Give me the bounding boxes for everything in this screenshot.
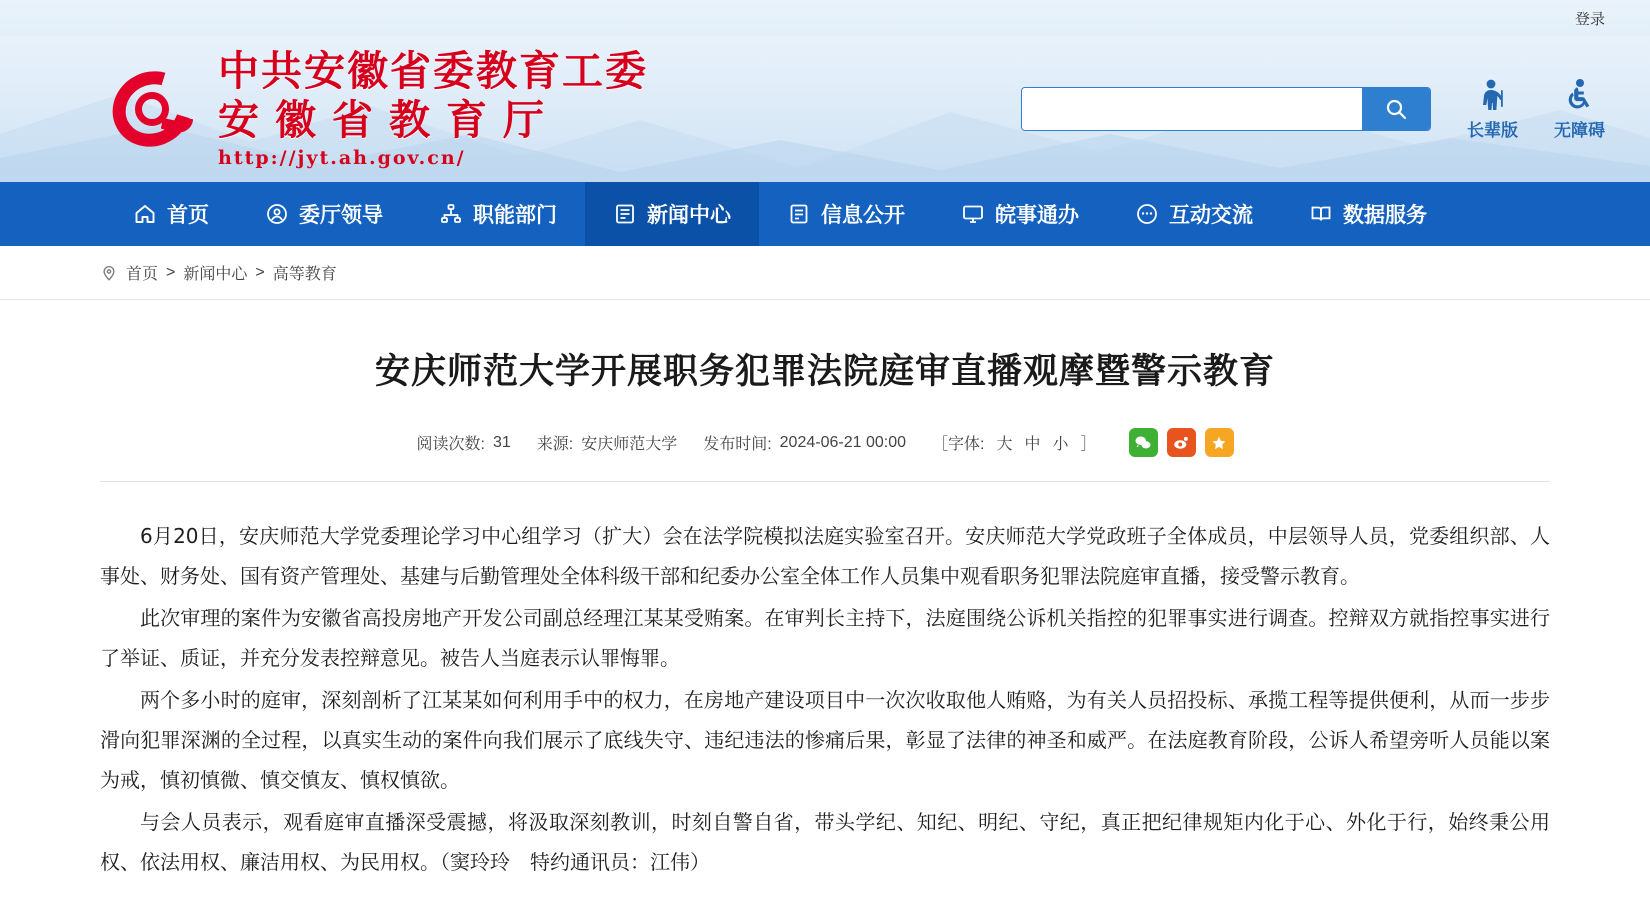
favorite-share-icon[interactable]: [1205, 428, 1234, 457]
elder-mode-button[interactable]: [1467, 78, 1518, 141]
nav-item-interaction[interactable]: [1107, 182, 1281, 246]
article-paragraph: 与会人员表示，观看庭审直播深受震撼，将汲取深刻教训，时刻自警自省，带头学纪、知纪、明纪、守纪，真正把纪律规矩内化于心、外化于行，始终秉公用权、依法用权、廉洁用权、为民用权。（窦玲玲 特约通讯员：江伟）: [100, 810, 1550, 874]
nav-item-information-disclosure[interactable]: [759, 182, 933, 246]
article-meta: [100, 428, 1550, 457]
logo-line-2: 安徽省教育厅: [218, 95, 560, 144]
source-label: 来源:: [536, 436, 574, 453]
location-icon: [100, 264, 118, 282]
wechat-glyph-icon: [1134, 434, 1152, 452]
wheelchair-icon: [1564, 78, 1596, 110]
breadcrumb-item-home[interactable]: 首页: [126, 266, 159, 283]
breadcrumb-separator: >: [255, 263, 265, 281]
elder-mode-label: 长辈版: [1467, 120, 1518, 140]
elder-icon: [1477, 78, 1509, 110]
login-link[interactable]: 登录: [1574, 10, 1605, 28]
breadcrumb-item-higher-education[interactable]: 高等教育: [272, 266, 337, 283]
breadcrumb-item-news-center[interactable]: 新闻中心: [183, 266, 248, 283]
site-logo[interactable]: [110, 46, 648, 169]
breadcrumb: [0, 246, 1650, 300]
nav-item-home[interactable]: [105, 182, 237, 246]
nav-item-departments[interactable]: [411, 182, 585, 246]
article-body: [100, 516, 1550, 882]
weibo-glyph-icon: [1172, 434, 1190, 452]
page-title: 安庆师范大学开展职务犯罪法院庭审直播观摩暨警示教育: [374, 352, 1275, 391]
nav-label-news-center: 新闻中心: [647, 204, 731, 227]
nav-label-interaction: 互动交流: [1169, 204, 1253, 227]
search-icon: [1384, 97, 1408, 121]
nav-label-information-disclosure: 信息公开: [821, 204, 905, 227]
wechat-share-icon[interactable]: [1129, 428, 1158, 457]
weibo-share-icon[interactable]: [1167, 428, 1196, 457]
star-glyph-icon: [1210, 434, 1228, 452]
font-size-large[interactable]: 大: [996, 436, 1013, 453]
article-paragraph: 此次审理的案件为安徽省高投房地产开发公司副总经理江某某受贿案。在审判长主持下，法庭围绕公诉机关指控的犯罪事实进行调查。控辩双方就指控事实进行了举证、质证，并充分发表控辩意见。被告人当庭表示认罪悔罪。: [100, 606, 1550, 670]
search-input[interactable]: [1022, 88, 1362, 130]
nav-item-data-service[interactable]: [1281, 182, 1455, 246]
site-header: [0, 36, 1650, 182]
accessibility-mode-label: 无障碍: [1554, 120, 1605, 140]
main-navigation: [0, 182, 1650, 246]
share-buttons: [1129, 428, 1234, 457]
source-value: 安庆师范大学: [581, 436, 678, 453]
nav-label-home: 首页: [167, 204, 209, 227]
font-size-close-bracket: ］: [1080, 436, 1097, 453]
article-paragraph: 两个多小时的庭审，深刻剖析了江某某如何利用手中的权力，在房地产建设项目中一次次收取他人贿赂，为有关人员招投标、承揽工程等提供便利，从而一步步滑向犯罪深渊的全过程，以真实生动的案件向我们展示了底线失守、违纪违法的惨痛后果，彰显了法律的神圣和威严。在法庭教育阶段，公诉人希望旁听人员能以案为戒，慎初慎微、慎交慎友、慎权慎欲。: [100, 688, 1550, 792]
document-icon: [787, 202, 811, 226]
article-paragraph: 6月20日，安庆师范大学党委理论学习中心组学习（扩大）会在法学院模拟法庭实验室召开。安庆师范大学党政班子全体成员，中层领导人员，党委组织部、人事处、财务处、国有资产管理处、基建与后勤管理处全体科级干部和纪委办公室全体工作人员集中观看职务犯罪法院庭审直播，接受警示教育。: [100, 524, 1550, 588]
chat-icon: [1135, 202, 1159, 226]
font-size-small[interactable]: 小: [1052, 436, 1069, 453]
font-size-medium[interactable]: 中: [1024, 436, 1041, 453]
views-value: 31: [492, 433, 511, 451]
meta-divider: [100, 481, 1550, 482]
search-button[interactable]: [1362, 88, 1430, 130]
font-size-label: ［字体:: [931, 436, 985, 453]
nav-label-service-hall: 皖事通办: [995, 204, 1079, 227]
monitor-icon: [961, 202, 985, 226]
publish-value: 2024-06-21 00:00: [779, 433, 906, 451]
logo-url: http://jyt.ah.gov.cn/: [218, 146, 466, 169]
nav-item-leadership[interactable]: [237, 182, 411, 246]
breadcrumb-separator: >: [166, 263, 176, 281]
nav-label-departments: 职能部门: [473, 204, 557, 227]
nav-item-news-center[interactable]: [585, 182, 759, 246]
nav-item-service-hall[interactable]: [933, 182, 1107, 246]
accessibility-mode-button[interactable]: [1554, 78, 1605, 141]
education-department-emblem-icon: [110, 66, 202, 152]
home-icon: [133, 202, 157, 226]
top-bar: [0, 0, 1650, 36]
article-container: [0, 344, 1650, 882]
news-icon: [613, 202, 637, 226]
logo-line-1: 中共安徽省委教育工委: [218, 46, 648, 95]
user-icon: [265, 202, 289, 226]
sitemap-icon: [439, 202, 463, 226]
nav-label-leadership: 委厅领导: [299, 204, 383, 227]
views-label: 阅读次数:: [416, 436, 485, 453]
publish-label: 发布时间:: [703, 436, 772, 453]
search-box[interactable]: [1021, 87, 1431, 131]
nav-label-data-service: 数据服务: [1343, 204, 1427, 227]
font-size-switcher: [932, 431, 1097, 454]
book-icon: [1309, 202, 1333, 226]
